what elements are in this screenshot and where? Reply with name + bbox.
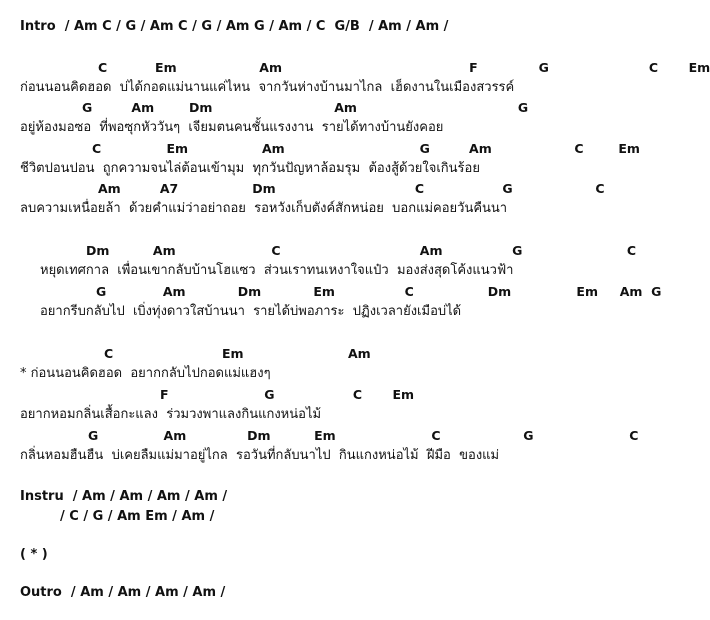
chord-line: G Am Dm Em C G C (88, 428, 639, 443)
chord-line: F G C Em (160, 387, 415, 402)
lyric-line: อยู่ห้องมอซอ ที่พอซุกหัววันๆ เจียมตนคนชั้นแรงงาน รายได้ทางบ้านยังคอย (20, 120, 444, 135)
chord-line: Am A7 Dm C G C (98, 181, 605, 196)
lyric-line: ชีวิตปอนปอน ถูกความจนไล่ต้อนเข้ามุม ทุกวันปัญหาล้อมรุม ต้องสู้ด้วยใจเกินร้อย (20, 161, 480, 176)
lyric-line: อยากหอมกลิ่นเสื้อกะแลง ร่วมวงพาแลงกินแกงหน่อไม้ (20, 407, 322, 422)
lyric-line: ลบความเหนื่อยล้า ด้วยคำแม่ว่าอย่าถอย รอหวังเก็บตังค์สักหน่อย บอกแม่คอยวันคืนนา (20, 201, 508, 216)
lyric-line: ก่อนนอนคิดฮอด บ่ได้กอดแม่นานแค่ไหน จากวันห่างบ้านมาไกล เฮ็ดงานในเมืองสวรรค์ (20, 80, 515, 95)
lyric-line: * ก่อนนอนคิดฮอด อยากกลับไปกอดแม่แฮงๆ (20, 366, 271, 381)
chord-line: C Em Am F G C Em (98, 60, 710, 75)
lyric-line: กลิ่นหอมฮืนฮืน บ่เคยลืมแม่มาอยู่ไกล รอวันที่กลับนาไป กินแกงหน่อไม้ ฝีมือ ของแม่ (20, 448, 500, 463)
chord-line: G Am Dm Am G (82, 100, 529, 115)
instru-line-2: / C / G / Am Em / Am / (60, 509, 215, 524)
intro-line: Intro / Am C / G / Am C / G / Am G / Am / C G/B / Am / Am / (20, 19, 449, 34)
chord-line: C Em Am (104, 346, 371, 361)
chord-line: Dm Am C Am G C (86, 243, 636, 258)
chord-line: G Am Dm Em C Dm Em Am G (96, 284, 662, 299)
chorus-repeat-marker: ( * ) (20, 547, 48, 562)
lyric-line: หยุดเทศกาล เพื่อนเขากลับบ้านโฮแซว ส่วนเราทนเหงาใจแป๋ว มองส่งสุดโค้งแนวฟ้า (40, 263, 514, 278)
lyric-line: อยากรีบกลับไป เบิ่งทุ่งดาวใสบ้านนา รายได้บ่พอภาระ ปฏิงเวลายังเมือบ่ได้ (40, 304, 462, 319)
chord-line: C Em Am G Am C Em (92, 141, 640, 156)
instru-line: Instru / Am / Am / Am / Am / (20, 489, 228, 504)
outro-line: Outro / Am / Am / Am / Am / (20, 585, 226, 600)
